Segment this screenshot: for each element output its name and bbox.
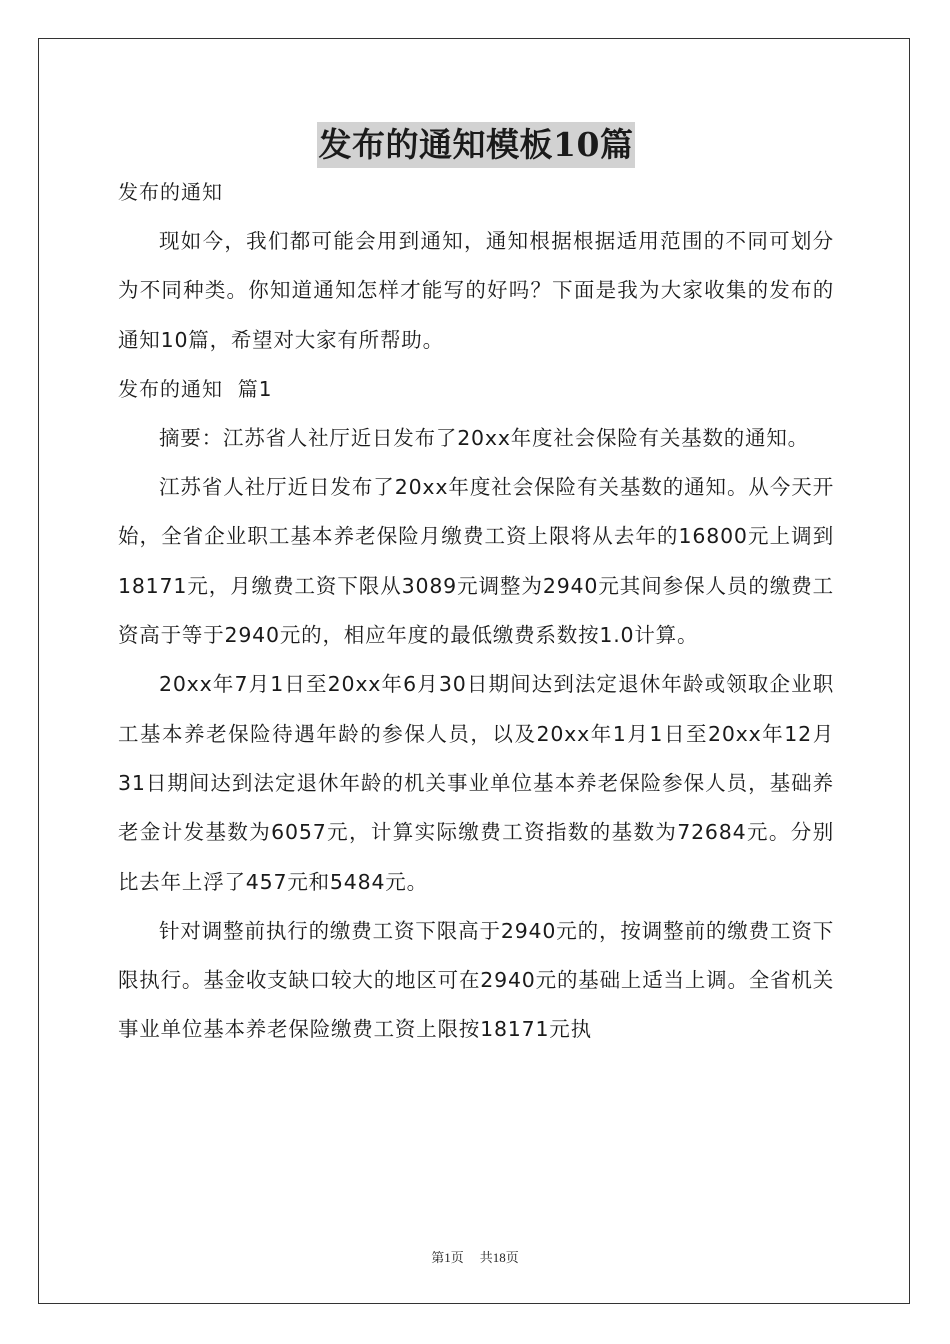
body-paragraph: 针对调整前执行的缴费工资下限高于2940元的，按调整前的缴费工资下限执行。基金收支缺口较大的地区可在2940元的基础上适当上调。全省机关事业单位基本养老保险缴费工资上限按18171元执 bbox=[118, 918, 834, 1042]
body-paragraph: 20xx年7月1日至20xx年6月30日期间达到法定退休年龄或领取企业职工基本养老保险待遇年龄的参保人员，以及20xx年1月1日至20xx年12月31日期间达到法定退休年龄的机关事业单位基本养老保险参保人员，基础养老金计发基数为6057元，计算实际缴费工资指数的基数为72684元。分别比去年上浮了457元和5484元。 bbox=[118, 672, 834, 894]
body-paragraph: 江苏省人社厅近日发布了20xx年度社会保险有关基数的通知。从今天开始，全省企业职工基本养老保险月缴费工资上限将从去年的16800元上调到18171元，月缴费工资下限从3089元调整为2940元其间参保人员的缴费工资高于等于2940元的，相应年度的最低缴费系数按1.0计算。 bbox=[118, 475, 834, 648]
body-paragraph: 摘要：江苏省人社厅近日发布了20xx年度社会保险有关基数的通知。 bbox=[159, 425, 809, 450]
section-heading: 发布的通知 篇1 bbox=[118, 376, 273, 401]
document-body bbox=[118, 122, 834, 1055]
title-container bbox=[118, 122, 834, 170]
page-footer bbox=[0, 1247, 950, 1266]
intro-heading: 发布的通知 bbox=[118, 180, 223, 204]
intro-paragraph: 现如今，我们都可能会用到通知，通知根据根据适用范围的不同可划分为不同种类。你知道通知怎样才能写的好吗？下面是我为大家收集的发布的通知10篇，希望对大家有所帮助。 bbox=[118, 229, 834, 352]
document-title: 发布的通知模板10篇 bbox=[317, 122, 636, 168]
page-number: 第1页 bbox=[431, 1250, 464, 1265]
page-total: 共18页 bbox=[479, 1250, 519, 1265]
